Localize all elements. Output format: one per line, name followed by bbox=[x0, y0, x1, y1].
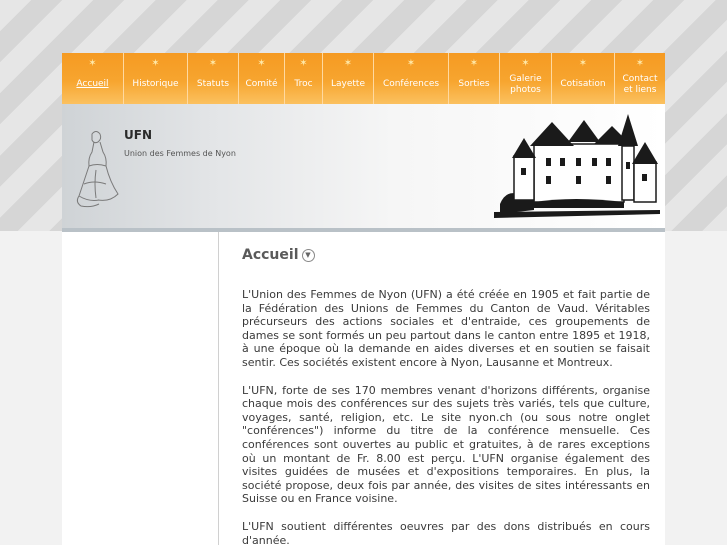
nav-item-historique[interactable] bbox=[124, 53, 188, 104]
main-content bbox=[219, 232, 665, 545]
sparkle-icon: ✶ bbox=[635, 58, 645, 69]
castle-illustration bbox=[494, 112, 660, 222]
nav-item-contact-et-liens[interactable] bbox=[615, 53, 665, 104]
sparkle-icon: ✶ bbox=[88, 58, 97, 69]
nav-item-comite[interactable] bbox=[239, 53, 285, 104]
content-area bbox=[62, 232, 665, 545]
sparkle-icon: ✶ bbox=[151, 58, 160, 69]
donations-paragraph: L'UFN soutient différentes oeuvres par des dons distribués en cours d'année. bbox=[242, 519, 650, 545]
nav-item-layette[interactable] bbox=[323, 53, 374, 104]
sparkle-icon: ✶ bbox=[578, 58, 588, 69]
nav-item-label: Comité bbox=[245, 79, 278, 89]
nav-item-conferences[interactable] bbox=[374, 53, 449, 104]
site-subtitle: Union des Femmes de Nyon bbox=[124, 149, 236, 158]
site-header bbox=[62, 104, 665, 228]
site-title: UFN bbox=[124, 128, 152, 142]
sparkle-icon: ✶ bbox=[343, 58, 353, 69]
sparkle-icon: ✶ bbox=[406, 58, 416, 69]
sparkle-icon: ✶ bbox=[299, 58, 308, 69]
page-title-text: Accueil bbox=[242, 247, 299, 263]
nav-item-label: Galerie photos bbox=[509, 73, 542, 95]
nav-item-statuts[interactable] bbox=[188, 53, 239, 104]
sparkle-icon: ✶ bbox=[469, 58, 479, 69]
intro-paragraph: L'Union des Femmes de Nyon (UFN) a été créée en 1905 et fait partie de la Fédération des Unions de Femmes du Canton de Vaud. Véritables précurseurs des actions sociales et d'entraide, ces groupements de dames se sont formés un peu partout dans le canton entre 1895 et 1918, à une époque où la demande en aides diverses et en soutien se faisait sentir. Ces sociétés existent encore à Nyon, Lausanne et Montreux. bbox=[242, 288, 650, 369]
nav-item-label: Accueil bbox=[76, 79, 109, 89]
nav-item-label: Sorties bbox=[458, 79, 490, 89]
chevron-down-icon[interactable]: ▼ bbox=[302, 249, 315, 262]
nav-item-label: Statuts bbox=[196, 79, 230, 89]
main-nav bbox=[62, 53, 665, 104]
nav-item-label: Cotisation bbox=[560, 79, 606, 89]
sidebar bbox=[62, 232, 219, 545]
sparkle-icon: ✶ bbox=[257, 58, 266, 69]
page-title bbox=[242, 246, 650, 264]
nav-item-label: Historique bbox=[132, 79, 179, 89]
nav-item-label: Contact et liens bbox=[622, 73, 658, 95]
nav-item-label: Layette bbox=[331, 79, 365, 89]
nav-item-galerie-photos[interactable] bbox=[500, 53, 552, 104]
lady-illustration bbox=[70, 126, 122, 212]
nav-item-label: Conférences bbox=[382, 79, 440, 89]
activities-paragraph: L'UFN, forte de ses 170 membres venant d'horizons différents, organise chaque mois des conférences sur des sujets très variés, tels que culture, voyages, santé, religion, etc. Le site nyon.ch (ou sous notre onglet "conférences") informe du titre de la conférence mensuelle. Ces conférences sont ouvertes au public et gratuites, à de rares exceptions où un montant de Fr. 8.00 est perçu. L'UFN organise également des visites guidées de musées et d'expositions temporaires. En plus, la société propose, deux fois par année, des visites de sites intéressants en Suisse ou en France voisine. bbox=[242, 383, 650, 506]
nav-item-accueil[interactable] bbox=[62, 53, 124, 104]
nav-item-cotisation[interactable] bbox=[552, 53, 615, 104]
nav-item-label: Troc bbox=[294, 79, 313, 89]
page-container bbox=[62, 53, 665, 545]
sparkle-icon: ✶ bbox=[521, 58, 530, 69]
nav-item-troc[interactable] bbox=[285, 53, 323, 104]
nav-item-sorties[interactable] bbox=[449, 53, 500, 104]
sparkle-icon: ✶ bbox=[208, 58, 218, 69]
